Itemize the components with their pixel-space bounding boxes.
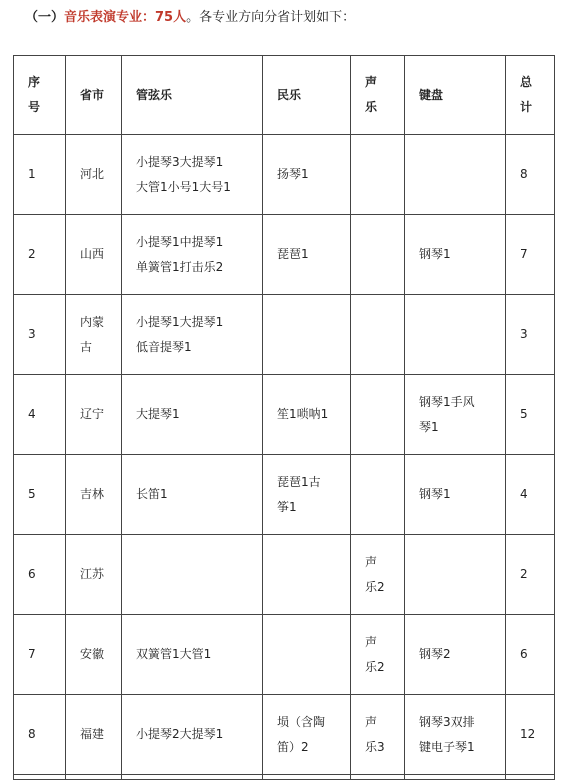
table-cell-province: 内蒙 古 bbox=[66, 295, 122, 375]
header-cell: 键盘 bbox=[405, 56, 506, 135]
header-cell: 省市 bbox=[66, 56, 122, 135]
table-cell-province: 河北 bbox=[66, 135, 122, 215]
section-title: 音乐表演专业：75人 bbox=[64, 10, 187, 25]
table-cell-keyboard: 钢琴1 bbox=[405, 455, 506, 535]
table-cell-orchestral: 小提琴3大提琴1 大管1小号1大号1 bbox=[122, 135, 263, 215]
table-cell bbox=[122, 775, 263, 780]
table-cell-keyboard bbox=[405, 295, 506, 375]
table-row bbox=[14, 375, 555, 455]
table-row bbox=[14, 215, 555, 295]
header-cell: 民乐 bbox=[263, 56, 351, 135]
table-cell-orchestral: 大提琴1 bbox=[122, 375, 263, 455]
table-header-row bbox=[14, 56, 555, 135]
table-cell-total: 5 bbox=[506, 375, 555, 455]
table-cell-folk bbox=[263, 295, 351, 375]
section-heading bbox=[25, 9, 355, 27]
table-cell-seq: 7 bbox=[14, 615, 66, 695]
table-cell-keyboard: 钢琴1 bbox=[405, 215, 506, 295]
table-row bbox=[14, 295, 555, 375]
table-cell bbox=[263, 775, 351, 780]
table-row bbox=[14, 455, 555, 535]
table-cell-seq: 2 bbox=[14, 215, 66, 295]
table-cell-keyboard bbox=[405, 535, 506, 615]
table-row bbox=[14, 135, 555, 215]
table-cell-folk: 琵琶1古 筝1 bbox=[263, 455, 351, 535]
table-cell-province: 山西 bbox=[66, 215, 122, 295]
table-cell-folk: 笙1唢呐1 bbox=[263, 375, 351, 455]
table-cell-vocal: 声 乐3 bbox=[351, 695, 405, 775]
table-row bbox=[14, 615, 555, 695]
table-row bbox=[14, 535, 555, 615]
table-cell-orchestral: 小提琴2大提琴1 bbox=[122, 695, 263, 775]
header-cell: 声 乐 bbox=[351, 56, 405, 135]
table-cell-folk bbox=[263, 535, 351, 615]
header-cell: 总 计 bbox=[506, 56, 555, 135]
table-cell-vocal: 声 乐2 bbox=[351, 535, 405, 615]
table-cell-vocal bbox=[351, 455, 405, 535]
table-cell-vocal bbox=[351, 135, 405, 215]
province-plan-table bbox=[13, 55, 555, 780]
header-cell: 序 号 bbox=[14, 56, 66, 135]
table-cell bbox=[405, 775, 506, 780]
table-cell bbox=[351, 775, 405, 780]
table-cell-total: 6 bbox=[506, 615, 555, 695]
table-row bbox=[14, 695, 555, 775]
header-cell: 管弦乐 bbox=[122, 56, 263, 135]
table-cell-seq: 8 bbox=[14, 695, 66, 775]
table-cell-seq: 1 bbox=[14, 135, 66, 215]
table-cell-vocal: 声 乐2 bbox=[351, 615, 405, 695]
table-cell bbox=[66, 775, 122, 780]
table-cell-seq: 6 bbox=[14, 535, 66, 615]
table-cell-folk bbox=[263, 615, 351, 695]
table-cell-province: 江苏 bbox=[66, 535, 122, 615]
table-cell-province: 吉林 bbox=[66, 455, 122, 535]
table-cell-province: 福建 bbox=[66, 695, 122, 775]
table-cell-seq: 5 bbox=[14, 455, 66, 535]
table-cell-keyboard bbox=[405, 135, 506, 215]
table-cell-folk: 琵琶1 bbox=[263, 215, 351, 295]
table-body bbox=[14, 135, 555, 775]
section-number: （一） bbox=[25, 10, 65, 25]
table-cell-keyboard: 钢琴3双排 键电子琴1 bbox=[405, 695, 506, 775]
table-cell bbox=[506, 775, 555, 780]
table-cell-orchestral bbox=[122, 535, 263, 615]
table-cell-seq: 3 bbox=[14, 295, 66, 375]
table-cell-total: 2 bbox=[506, 535, 555, 615]
section-intro: 。各专业方向分省计划如下： bbox=[186, 10, 356, 25]
table-cell-total: 12 bbox=[506, 695, 555, 775]
table-cell-seq: 4 bbox=[14, 375, 66, 455]
table-cell-folk: 埙（含陶 笛）2 bbox=[263, 695, 351, 775]
table-cell-province: 辽宁 bbox=[66, 375, 122, 455]
table-cell-vocal bbox=[351, 295, 405, 375]
table-cell-province: 安徽 bbox=[66, 615, 122, 695]
table-cell-folk: 扬琴1 bbox=[263, 135, 351, 215]
table-cell-orchestral: 双簧管1大管1 bbox=[122, 615, 263, 695]
table-cell-vocal bbox=[351, 215, 405, 295]
table-cell-total: 8 bbox=[506, 135, 555, 215]
table-cell-orchestral: 小提琴1大提琴1 低音提琴1 bbox=[122, 295, 263, 375]
table-cell-total: 7 bbox=[506, 215, 555, 295]
table-cell-keyboard: 钢琴2 bbox=[405, 615, 506, 695]
table-cell-orchestral: 长笛1 bbox=[122, 455, 263, 535]
table-cell-vocal bbox=[351, 375, 405, 455]
table-cell-total: 3 bbox=[506, 295, 555, 375]
table-cell-orchestral: 小提琴1中提琴1 单簧管1打击乐2 bbox=[122, 215, 263, 295]
table-cell bbox=[14, 775, 66, 780]
table-cell-keyboard: 钢琴1手风 琴1 bbox=[405, 375, 506, 455]
table-row-partial bbox=[14, 775, 555, 780]
table-cell-total: 4 bbox=[506, 455, 555, 535]
